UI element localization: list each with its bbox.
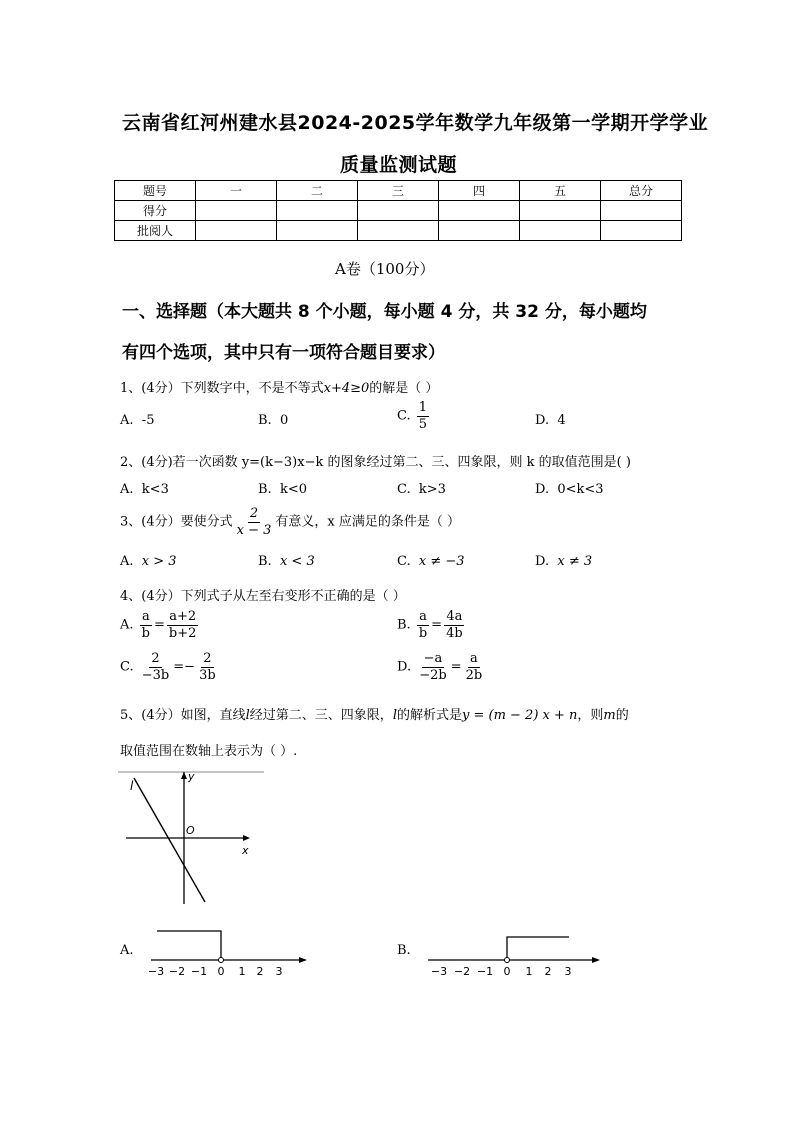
score-input-cell[interactable] — [601, 201, 682, 221]
fraction-numerator: 2 — [203, 651, 212, 666]
tick-label: −1 — [190, 965, 208, 978]
question-1-stem — [120, 377, 438, 396]
label-l: l — [130, 779, 134, 793]
option-letter: A. — [120, 482, 134, 497]
number-line-arrow-icon — [592, 957, 600, 963]
tick-label: 2 — [256, 965, 264, 978]
question-4-stem: 4、(4分）下列式子从左至右变形不正确的是（ ） — [120, 589, 406, 604]
table-cell: 三 — [358, 181, 439, 201]
table-cell: 题号 — [115, 181, 196, 201]
y-axis-arrow-icon — [181, 772, 187, 779]
score-input-cell[interactable] — [358, 201, 439, 221]
score-table — [114, 180, 682, 241]
fraction — [417, 652, 449, 682]
grader-row — [115, 221, 682, 241]
grader-input-cell[interactable] — [358, 221, 439, 241]
volume-label: A卷（100分） — [335, 260, 435, 278]
fraction — [417, 610, 429, 640]
question-2-stem: 2、(4分)若一次函数 y=(k−3)x−k 的图象经过第二、三、四象限，则 k 的取值范围是( ) — [120, 455, 631, 470]
fraction-numerator: 2 — [249, 506, 259, 521]
range-indicator — [157, 931, 221, 958]
line-l — [134, 778, 205, 902]
q5-stem-c: 的解析式是 — [396, 708, 462, 723]
option-value: x ≠ −3 — [418, 554, 465, 569]
option-letter: C. — [397, 554, 411, 569]
tick-label: 3 — [564, 965, 572, 978]
q1-option-b[interactable] — [258, 413, 288, 428]
score-input-cell[interactable] — [196, 201, 277, 221]
q5-option-b-number-line[interactable] — [424, 924, 609, 979]
tick-label: 0 — [217, 965, 225, 978]
q5-stem-b: 经过第二、三、四象限， — [249, 708, 393, 723]
table-cell: 二 — [277, 181, 358, 201]
q4-option-d[interactable] — [397, 652, 486, 682]
grader-input-cell[interactable] — [439, 221, 520, 241]
fraction-numerator: a — [470, 651, 478, 666]
tick-label: 2 — [544, 965, 552, 978]
title-line-2: 质量监测试题 — [340, 154, 458, 176]
q5-option-a-number-line[interactable] — [145, 924, 315, 979]
table-cell: 总分 — [601, 181, 682, 201]
q3-option-d[interactable] — [535, 554, 592, 569]
option-letter: A. — [120, 413, 134, 428]
q5-expression: y = (m − 2) x + n — [462, 708, 578, 723]
tick-label: −3 — [430, 965, 448, 978]
option-letter: B. — [258, 413, 272, 428]
open-point-icon — [505, 958, 510, 963]
fraction-numerator: a — [419, 609, 427, 624]
fraction-denominator: −3b — [141, 667, 170, 683]
option-letter: A. — [120, 554, 134, 569]
q1-option-c[interactable] — [397, 401, 431, 431]
option-letter: B. — [258, 482, 272, 497]
score-input-cell[interactable] — [439, 201, 520, 221]
tick-label: −3 — [147, 965, 165, 978]
equals-sign: = — [154, 617, 165, 633]
question-3-stem — [120, 507, 460, 537]
fraction-numerator: −a — [423, 651, 443, 666]
grader-input-cell[interactable] — [277, 221, 358, 241]
q3-stem-b: 有意义，x 应满足的条件是（ ） — [275, 514, 460, 530]
label-x: x — [242, 844, 249, 857]
fraction-denominator: x − 3 — [236, 522, 272, 538]
table-cell: 五 — [520, 181, 601, 201]
option-value: 0 — [279, 413, 289, 428]
score-table-header-row — [115, 181, 682, 201]
option-value: 0<k<3 — [557, 482, 604, 497]
fraction — [417, 401, 429, 431]
option-letter: D. — [397, 659, 412, 675]
option-value: k>3 — [418, 482, 446, 497]
fraction — [140, 652, 172, 682]
option-letter: D. — [535, 413, 550, 428]
title-line-1: 云南省红河州建水县2024-2025学年数学九年级第一学期开学学业 — [122, 112, 709, 134]
fraction-numerator: 2 — [151, 651, 160, 666]
q1-option-a[interactable] — [120, 413, 154, 428]
fraction-denominator: 4b — [446, 625, 463, 641]
equals-sign: = — [431, 617, 443, 633]
q3-option-a[interactable] — [120, 554, 177, 569]
option-value: -5 — [141, 413, 155, 428]
x-axis-arrow-icon — [243, 835, 250, 841]
section-heading-line-1: 一、选择题（本大题共 8 个小题，每小题 4 分，共 32 分，每小题均 — [122, 302, 647, 322]
tick-label: 0 — [503, 965, 511, 978]
q5-coordinate-figure — [118, 768, 268, 908]
option-value: k<0 — [279, 482, 307, 497]
q5-stem-d: ，则 — [577, 708, 604, 723]
range-indicator — [507, 937, 569, 958]
score-input-cell[interactable] — [277, 201, 358, 221]
fraction-denominator: −2b — [419, 667, 447, 683]
fraction-denominator: b — [141, 625, 150, 641]
option-value: 4 — [557, 413, 566, 428]
fraction-denominator: 5 — [418, 416, 428, 432]
question-5-stem-line-2: 取值范围在数轴上表示为（ ）. — [120, 744, 298, 759]
q2-option-c[interactable] — [397, 482, 446, 497]
q4-option-c[interactable] — [120, 652, 220, 682]
fraction-numerator: a+2 — [169, 609, 197, 624]
question-5-stem — [120, 704, 629, 723]
q5-stem-e: 的 — [615, 708, 629, 723]
q1-inequality: x+4≥0 — [323, 381, 370, 396]
equals-sign: = — [450, 659, 462, 675]
fraction — [140, 610, 152, 640]
fraction-numerator: a — [141, 609, 150, 624]
option-letter: B. — [258, 554, 272, 569]
table-cell: 一 — [196, 181, 277, 201]
fraction — [167, 610, 199, 640]
score-row — [115, 201, 682, 221]
q3-option-c[interactable] — [397, 554, 465, 569]
q1-option-d[interactable] — [535, 413, 566, 428]
fraction-denominator: 3b — [199, 667, 216, 683]
q1-stem-b: 的解是（ ） — [369, 381, 439, 396]
label-origin: O — [186, 824, 195, 837]
option-letter: C. — [120, 659, 134, 675]
open-point-icon — [219, 958, 224, 963]
q5-variable-m: m — [603, 708, 616, 723]
q3-fraction — [235, 507, 274, 537]
tick-label: 1 — [525, 965, 533, 978]
q3-option-b[interactable] — [258, 554, 315, 569]
q2-option-a[interactable] — [120, 482, 169, 497]
q4-option-a[interactable] — [120, 610, 200, 640]
option-value: x ≠ 3 — [557, 554, 593, 569]
option-value: k<3 — [141, 482, 169, 497]
number-line-arrow-icon — [299, 957, 307, 963]
tick-label: −1 — [476, 965, 494, 978]
grader-input-cell[interactable] — [520, 221, 601, 241]
tick-label: −2 — [453, 965, 471, 978]
q5-option-a-letter[interactable]: A. — [120, 943, 134, 958]
tick-label: −2 — [168, 965, 186, 978]
section-heading-line-2: 有四个选项，其中只有一项符合题目要求） — [122, 343, 445, 363]
q3-stem-a: 3、(4分）要使分式 — [120, 514, 233, 530]
q2-option-b[interactable] — [258, 482, 307, 497]
option-value: x < 3 — [279, 554, 315, 569]
fraction — [197, 652, 218, 682]
option-value: x > 3 — [141, 554, 177, 569]
fraction-denominator: b — [418, 625, 428, 641]
option-letter: B. — [397, 617, 411, 633]
tick-label: 3 — [275, 965, 283, 978]
fraction-numerator: 1 — [418, 400, 428, 415]
fraction-denominator: 2b — [465, 667, 483, 683]
fraction-numerator: 4a — [446, 609, 463, 624]
option-letter: D. — [535, 482, 550, 497]
score-input-cell[interactable] — [520, 201, 601, 221]
equals-sign: =− — [173, 659, 196, 675]
label-y: y — [188, 770, 195, 783]
fraction — [444, 610, 465, 640]
grader-input-cell[interactable] — [196, 221, 277, 241]
option-letter: C. — [397, 482, 411, 497]
tick-label: 1 — [238, 965, 246, 978]
q4-option-b[interactable] — [397, 610, 467, 640]
q5-line-l: l — [392, 708, 397, 723]
q5-line-l: l — [245, 708, 250, 723]
q2-option-d[interactable] — [535, 482, 604, 497]
q5-stem-a: 5、(4分）如图，直线 — [120, 708, 246, 723]
fraction-denominator: b+2 — [168, 625, 197, 641]
option-letter: A. — [120, 617, 134, 633]
q5-option-b-letter[interactable]: B. — [397, 943, 411, 958]
table-cell: 四 — [439, 181, 520, 201]
q1-stem-a: 1、(4分）下列数字中，不是不等式 — [120, 381, 324, 396]
fraction — [464, 652, 485, 682]
grader-input-cell[interactable] — [601, 221, 682, 241]
option-letter: D. — [535, 554, 550, 569]
table-cell: 批阅人 — [115, 221, 196, 241]
table-cell: 得分 — [115, 201, 196, 221]
option-letter: C. — [397, 408, 411, 424]
